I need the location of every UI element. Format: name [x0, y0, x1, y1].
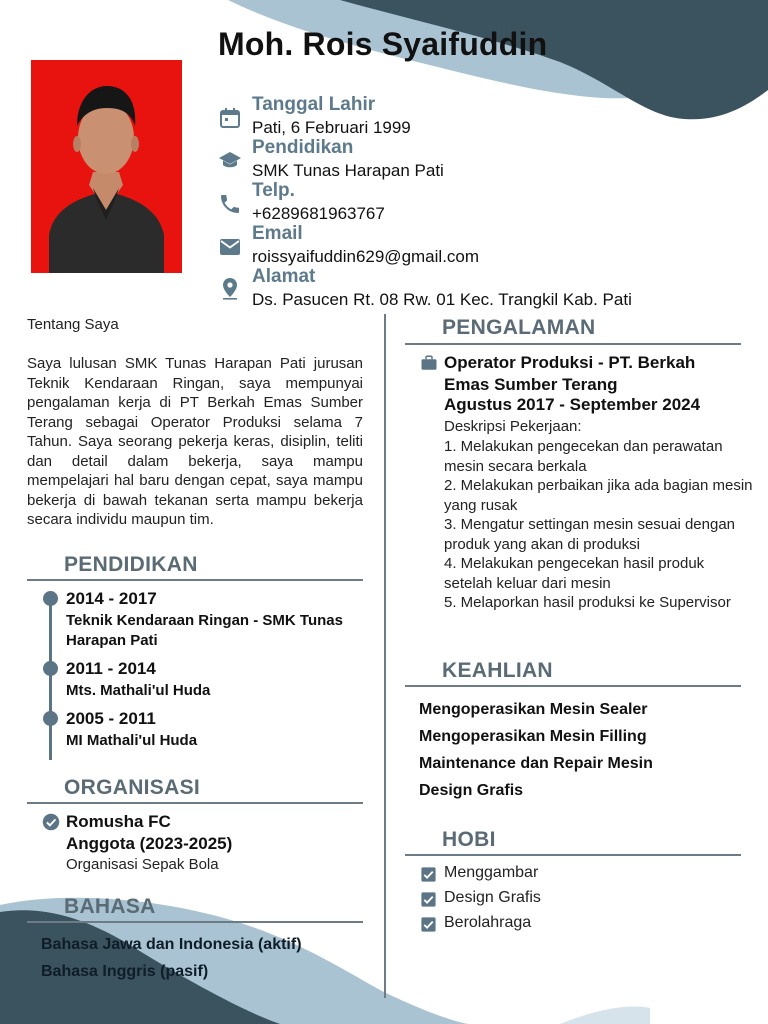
organization-desc: Organisasi Sepak Bola [66, 856, 219, 873]
location-pin-icon [218, 276, 242, 300]
candidate-name: Moh. Rois Syaifuddin [218, 26, 548, 62]
job-period: Agustus 2017 - September 2024 [444, 395, 701, 414]
education-school: MI Mathali'ul Huda [66, 732, 198, 749]
checkbox-icon [420, 866, 437, 883]
contact-value: SMK Tunas Harapan Pati [252, 161, 444, 180]
hobby-item [420, 889, 720, 911]
hobby-label: Berolahraga [444, 914, 532, 931]
hobby-item [420, 864, 720, 886]
job-desc-label: Deskripsi Pekerjaan: [444, 418, 582, 435]
education-title: PENDIDIKAN [64, 553, 198, 576]
hobby-label: Menggambar [444, 864, 539, 881]
hobby-item [420, 914, 720, 936]
contact-value: roissyaifuddin629@gmail.com [252, 247, 480, 266]
contact-label: Tanggal Lahir [252, 94, 376, 115]
timeline-dot [43, 711, 58, 726]
checkbox-icon [420, 891, 437, 908]
education-years: 2011 - 2014 [66, 659, 156, 678]
column-divider [384, 314, 386, 998]
skill-item: Design Grafis [419, 782, 524, 799]
language-item: Bahasa Jawa dan Indonesia (aktif) [41, 936, 302, 953]
organization-title: ORGANISASI [64, 776, 201, 799]
contact-value: Ds. Pasucen Rt. 08 Rw. 01 Kec. Trangkil Kab. Pati [252, 290, 632, 309]
language-item: Bahasa Inggris (pasif) [41, 963, 209, 980]
education-rule [27, 579, 363, 581]
bottom-right-wave [560, 1007, 650, 1024]
profile-photo [31, 60, 182, 273]
hobby-label: Design Grafis [444, 889, 541, 906]
skills-rule [405, 685, 741, 687]
contact-value: Pati, 6 Februari 1999 [252, 118, 411, 137]
contact-label: Telp. [252, 180, 295, 201]
job-task: 2. Melakukan perbaikan jika ada bagian mesin yang rusak [444, 477, 753, 514]
experience-title: PENGALAMAN [442, 316, 596, 339]
briefcase-icon [420, 354, 438, 372]
hobbies-title: HOBI [442, 828, 496, 851]
education-school: Mts. Mathali'ul Huda [66, 682, 211, 699]
education-years: 2014 - 2017 [66, 589, 157, 608]
calendar-icon [218, 106, 242, 130]
job-task: 5. Melaporkan hasil produksi ke Supervisor [444, 594, 731, 611]
contact-label: Pendidikan [252, 137, 354, 158]
organization-name: Romusha FC [66, 812, 171, 831]
checkbox-icon [420, 916, 437, 933]
contact-label: Alamat [252, 266, 316, 287]
job-title: Operator Produksi - PT. Berkah Emas Sumber Terang [444, 353, 696, 394]
contact-value: +6289681963767 [252, 204, 385, 223]
check-circle-icon [42, 813, 60, 831]
phone-icon [218, 192, 242, 216]
timeline-line [49, 596, 52, 760]
envelope-icon [218, 235, 242, 259]
job-tasks [444, 437, 754, 613]
language-title: BAHASA [64, 895, 156, 918]
skill-item: Mengoperasikan Mesin Sealer [419, 701, 648, 718]
experience-rule [405, 343, 741, 345]
education-years: 2005 - 2011 [66, 709, 156, 728]
skill-item: Maintenance dan Repair Mesin [419, 755, 653, 772]
timeline-dot [43, 661, 58, 676]
job-task: 3. Mengatur settingan mesin sesuai dengan produk yang akan di produksi [444, 516, 736, 553]
graduation-cap-icon [218, 149, 242, 173]
organization-rule [27, 802, 363, 804]
job-task: 1. Melakukan pengecekan dan perawatan mesin secara berkala [444, 438, 723, 475]
about-text: Saya lulusan SMK Tunas Harapan Pati jurusan Teknik Kendaraan Ringan, saya mempunyai pengalaman kerja di PT Berkah Emas Sumber Terang sebagai Operator Produksi selama 7 Tahun. Saya seorang pekerja keras, disiplin, teliti dan detail dalam bekerja, saya mampu mempelajari hal baru dengan cepat, saya mampu bekerja di bawah tekanan serta mampu bekerja secara individu maupun tim. [27, 355, 363, 528]
organization-role: Anggota (2023-2025) [66, 834, 233, 853]
skills-title: KEAHLIAN [442, 659, 553, 682]
timeline-dot [43, 591, 58, 606]
education-school: Teknik Kendaraan Ringan - SMK Tunas Harapan Pati [66, 612, 343, 649]
about-title: Tentang Saya [27, 316, 119, 333]
contact-label: Email [252, 223, 303, 244]
language-rule [27, 921, 363, 923]
skill-item: Mengoperasikan Mesin Filling [419, 728, 647, 745]
hobbies-rule [405, 854, 741, 856]
job-task: 4. Melakukan pengecekan hasil produk setelah keluar dari mesin [444, 555, 705, 592]
